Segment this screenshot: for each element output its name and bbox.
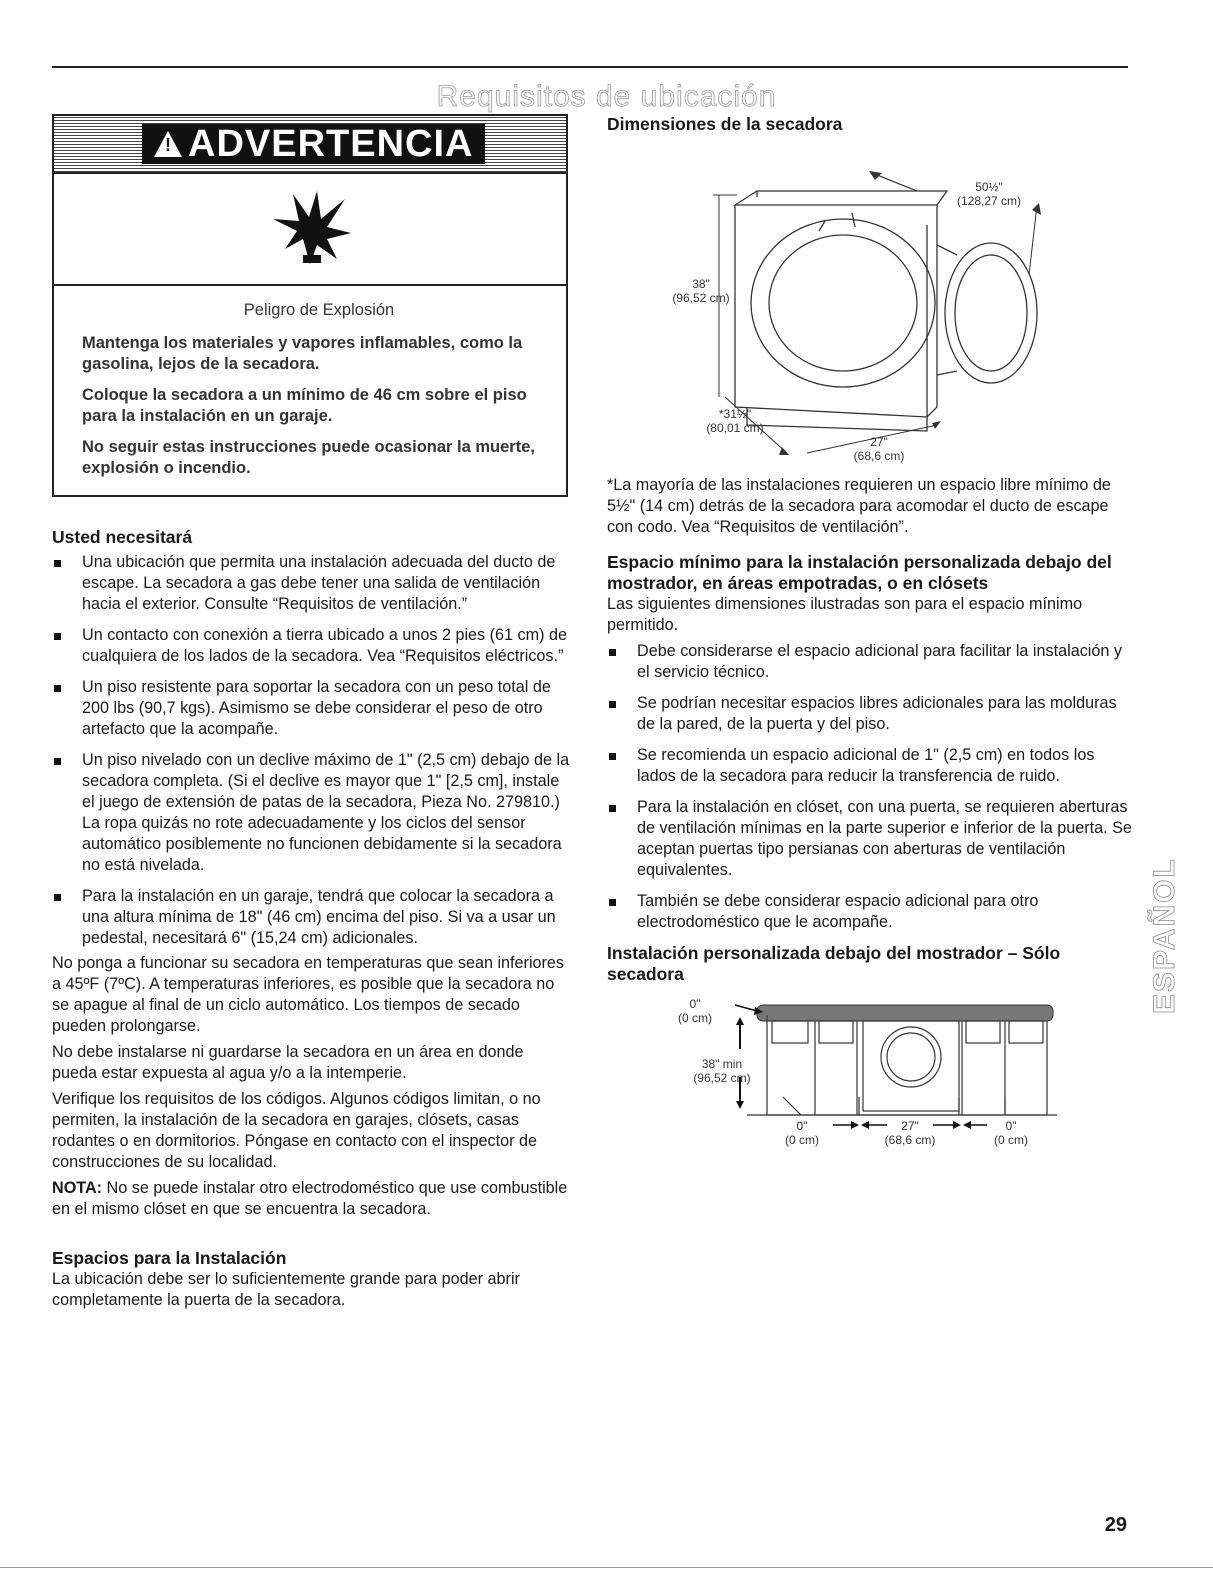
- min-space-heading: Espacio mínimo para la instalación personalizada debajo del mostrador, en áreas empotradas, o en clósets: [607, 552, 1112, 593]
- warning-line: Mantenga los materiales y vapores inflamables, como la gasolina, lejos de la secadora.: [82, 334, 523, 373]
- dimension-value: *31½": [718, 407, 752, 421]
- dimension-value: 27": [901, 1119, 919, 1133]
- language-side-tab: ESPAÑOL: [1148, 857, 1181, 1015]
- paragraph: No ponga a funcionar su secadora en temperaturas que sean inferiores a 45ºF (7ºC). A temperaturas inferiores, es posible que la secadora no se apague al final de un ciclo automático. Los tiempos de secado pueden prolongarse.: [52, 954, 565, 1035]
- spaces-heading: Espacios para la Instalación: [52, 1248, 287, 1268]
- dimension-label: [661, 277, 741, 305]
- dimension-value: 0": [689, 997, 701, 1011]
- undercounter-figure: [607, 985, 1132, 1145]
- warning-header: [54, 116, 566, 174]
- you-need-list: [52, 552, 570, 949]
- dimension-value: 38": [692, 277, 710, 291]
- right-column: [607, 114, 1132, 1145]
- list-item: Un contacto con conexión a tierra ubicado a unos 2 pies (61 cm) de cualquiera de los lados de la secadora. Vea “Requisitos eléctricos.”: [52, 625, 570, 667]
- spaces-text: La ubicación debe ser lo suficientemente grande para poder abrir completamente la puerta de la secadora.: [52, 1270, 520, 1309]
- list-item: Una ubicación que permita una instalación adecuada del ducto de escape. La secadora a gas debe tener una salida de ventilación hacia el exterior. Consulte “Requisitos de ventilación.”: [52, 552, 570, 615]
- list-item: Debe considerarse el espacio adicional para facilitar la instalación y el servicio técnico.: [607, 641, 1132, 683]
- dimension-value-cm: (128,27 cm): [956, 194, 1022, 208]
- dimension-label: [665, 997, 725, 1025]
- dimension-value: 0": [796, 1119, 808, 1133]
- list-item: Se recomienda un espacio adicional de 1" (2,5 cm) en todos los lados de la secadora para reducir la transferencia de ruido.: [607, 745, 1132, 787]
- note-paragraph: [52, 1178, 570, 1220]
- dimensions-heading: Dimensiones de la secadora: [607, 114, 843, 134]
- dimension-label: [772, 1119, 832, 1147]
- dryer-dimensions-figure: [607, 135, 1132, 475]
- left-column: [52, 114, 570, 1316]
- dimension-value: 27": [870, 435, 888, 449]
- min-space-intro: Las siguientes dimensiones ilustradas son para el espacio mínimo permitido.: [607, 595, 1083, 634]
- dimensions-footnote: *La mayoría de las instalaciones requieren un espacio libre mínimo de 5½" (14 cm) detrás de la secadora para acomodar el ducto de escape con codo. Vea “Requisitos de ventilación”.: [607, 476, 1111, 536]
- dimension-value-cm: (68,6 cm): [853, 449, 905, 463]
- warning-triangle-icon: !: [154, 131, 182, 157]
- dimension-value-cm: (96,52 cm): [693, 1071, 751, 1085]
- note-label: NOTA:: [52, 1179, 103, 1197]
- warning-label: [142, 124, 485, 164]
- note-text: No se puede instalar otro electrodoméstico que use combustible en el mismo clóset en que se encuentra la secadora.: [52, 1179, 568, 1218]
- top-rule: [52, 66, 1128, 68]
- list-item: Un piso nivelado con un declive máximo de 1" (2,5 cm) debajo de la secadora completa. (Si el declive es mayor que 1" [2,5 cm], instale el juego de extensión de patas de la secadora, Pieza No. 279810.) La ropa quizás no rote adecuadamente y los ciclos del sensor automático posiblemente no funcionen debidamente si la secadora no está nivelada.: [52, 750, 570, 876]
- dimension-value: 0": [1005, 1119, 1017, 1133]
- list-item: Para la instalación en un garaje, tendrá que colocar la secadora a una altura mínima de 18" (46 cm) encima del piso. Si va a usar un pedestal, necesitará 6" (15,24 cm) adicionales.: [52, 886, 570, 949]
- dimension-value-cm: (0 cm): [678, 1011, 712, 1025]
- dimension-label: [875, 1119, 945, 1147]
- list-item: Un piso resistente para soportar la secadora con un peso total de 200 lbs (90,7 kgs). Asimismo se debe considerar el peso de otro artefacto que la acompañe.: [52, 677, 570, 740]
- dimension-value-cm: (80,01 cm): [706, 421, 764, 435]
- list-item: Para la instalación en clóset, con una puerta, se requieren aberturas de ventilación mínimas en la parte superior e inferior de la puerta. Se aceptan puertas tipo persianas con aberturas de ventilación equivalentes.: [607, 797, 1132, 881]
- dryer-illustration: [607, 135, 1132, 475]
- explosion-icon: [54, 174, 566, 286]
- min-space-list: [607, 641, 1132, 933]
- dimension-label: [944, 180, 1034, 208]
- page-title: Requisitos de ubicación: [436, 80, 777, 113]
- warning-line: No seguir estas instrucciones puede ocasionar la muerte, explosión o incendio.: [82, 438, 535, 477]
- dimension-value-cm: (96,52 cm): [672, 291, 730, 305]
- dimension-value: 38" min: [701, 1057, 743, 1071]
- page-number: 29: [1104, 1514, 1127, 1536]
- warning-box: [52, 114, 568, 497]
- undercounter-heading: Instalación personalizada debajo del mostrador – Sólo secadora: [607, 943, 1061, 984]
- dimension-label: [981, 1119, 1041, 1147]
- dimension-value: 50½": [975, 180, 1003, 194]
- dimension-value-cm: (68,6 cm): [884, 1133, 936, 1147]
- warning-body: [54, 286, 566, 495]
- dimension-label: [677, 1057, 767, 1085]
- dimension-label: [839, 435, 919, 463]
- bottom-rule: [0, 1567, 1213, 1568]
- dimension-value-cm: (0 cm): [994, 1133, 1028, 1147]
- paragraph: No debe instalarse ni guardarse la secadora en un área en donde pueda estar expuesta al agua y/o a la intemperie.: [52, 1043, 524, 1082]
- dimension-label: [695, 407, 775, 435]
- warning-line: Coloque la secadora a un mínimo de 46 cm sobre el piso para la instalación en un garaje.: [82, 386, 527, 425]
- paragraph: Verifique los requisitos de los códigos. Algunos códigos limitan, o no permiten, la instalación de la secadora en garajes, clósets, casas rodantes o en dormitorios. Póngase en contacto con el inspector de construcciones de su localidad.: [52, 1090, 541, 1171]
- you-need-heading: Usted necesitará: [52, 527, 193, 547]
- warning-header-text: ADVERTENCIA: [188, 123, 474, 165]
- dimension-value-cm: (0 cm): [785, 1133, 819, 1147]
- list-item: También se debe considerar espacio adicional para otro electrodoméstico que le acompañe.: [607, 891, 1132, 933]
- list-item: Se podrían necesitar espacios libres adicionales para las molduras de la pared, de la puerta y del piso.: [607, 693, 1132, 735]
- warning-title: Peligro de Explosión: [243, 301, 395, 319]
